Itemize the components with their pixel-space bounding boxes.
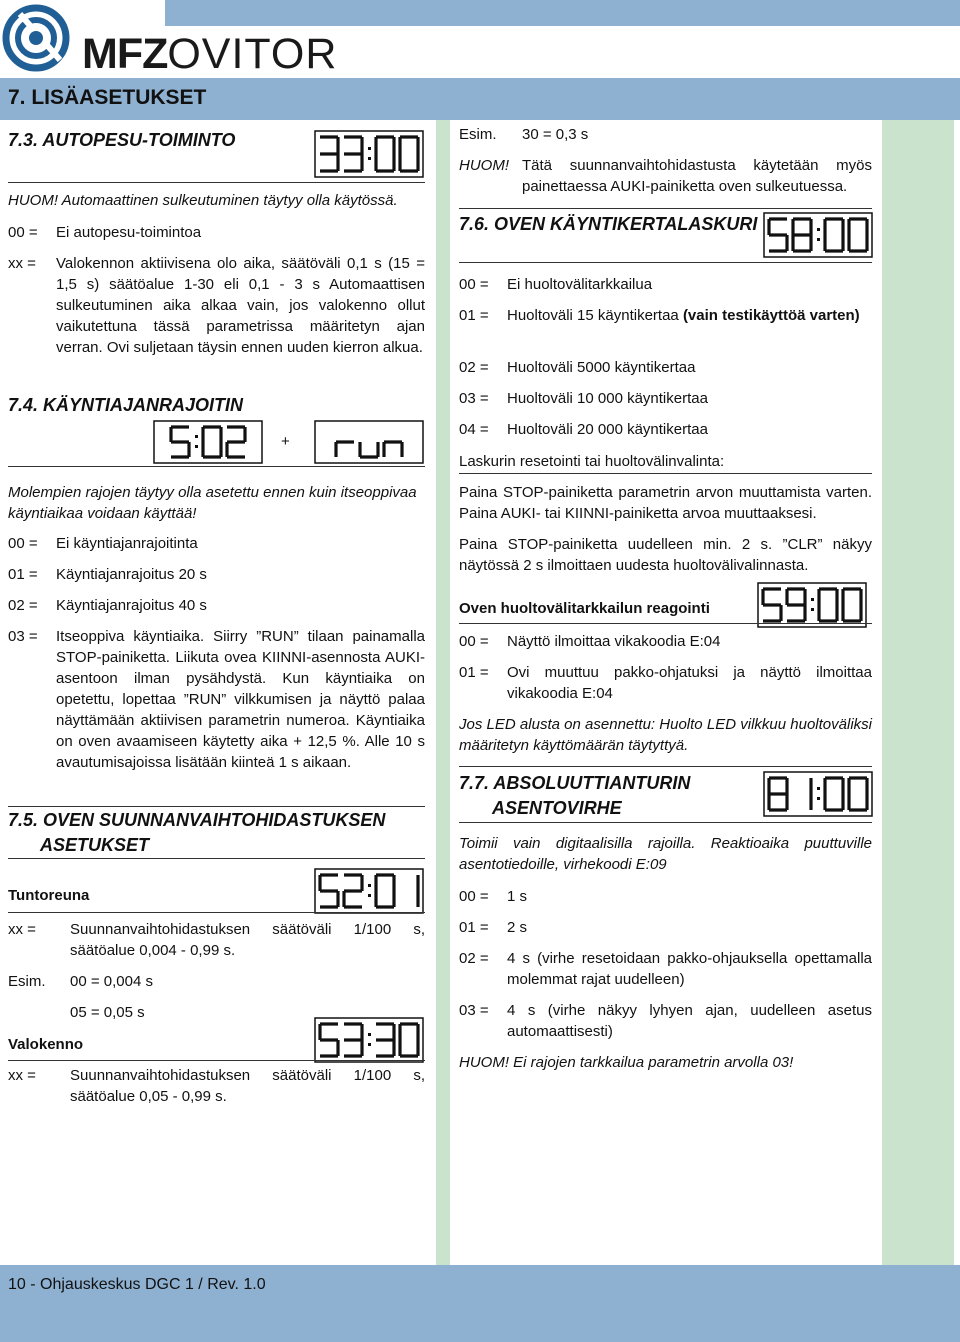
example-row: 05 = 0,05 s: [70, 1004, 145, 1021]
lcd-display-5-02: [153, 420, 263, 464]
heading-7-6: 7.6. OVEN KÄYNTIKERTALASKURI: [459, 214, 758, 234]
final-note: HUOM! Ei rajojen tarkkailua parametrin arvolla 03!: [459, 1054, 794, 1071]
heading-7-3: 7.3. AUTOPESU-TOIMINTO: [8, 130, 236, 150]
item-code: 03 =: [8, 628, 38, 645]
lcd-display-58-00: [763, 212, 873, 258]
item-text: Ovi muuttuu pakko-ohjatuksi ja näyttö ilmoittaa vikakoodia E:04: [507, 664, 872, 702]
left-column: [8, 120, 425, 1260]
divider: [8, 806, 425, 807]
section-title-band: [0, 78, 960, 120]
heading-7-4: 7.4. KÄYNTIAJANRAJOITIN: [8, 395, 244, 415]
divider: [8, 858, 425, 859]
note-7-4: Molempien rajojen täytyy olla asetettu ennen kuin itseoppivaa käyntiaikaa voidaan käyttää!: [8, 484, 417, 522]
item-text: Ei autopesu-toimintoa: [56, 224, 202, 241]
item-text: Huoltoväli 20 000 käyntikertaa: [507, 421, 708, 438]
item-text: 4 s (virhe näkyy lyhyen ajan, uudelleen asetus automaattisesti): [507, 1002, 872, 1040]
item-text: Huoltoväli 10 000 käyntikertaa: [507, 390, 708, 407]
item-code: 02 =: [459, 950, 489, 967]
subheading-tuntoreuna: Tuntoreuna: [8, 887, 90, 904]
heading-7-7-line1: 7.7. ABSOLUUTTIANTURIN: [459, 773, 691, 793]
lcd-display-run: [314, 420, 424, 464]
divider: [8, 466, 425, 467]
divider: [459, 262, 872, 263]
footer-text: 10 - Ohjauskeskus DGC 1 / Rev. 1.0: [8, 1276, 266, 1293]
heading-7-5-line2: ASETUKSET: [40, 835, 150, 855]
heading-7-5-line1: 7.5. OVEN SUUNNANVAIHTOHIDASTUKSEN: [8, 810, 386, 830]
divider: [8, 1060, 425, 1061]
item-code: 03 =: [459, 1002, 489, 1019]
divider: [459, 623, 872, 624]
section-title: 7. LISÄASETUKSET: [8, 86, 207, 109]
heading-7-7-line2: ASENTOVIRHE: [492, 798, 622, 818]
paragraph: Paina STOP-painiketta parametrin arvon muuttamista varten. Paina AUKI- tai KIINNI-painiketta arvoa muuttaaksesi.: [459, 484, 872, 522]
example-label: Esim.: [459, 126, 497, 143]
item-code: 03 =: [459, 390, 489, 407]
lcd-display-53-30: [314, 1017, 424, 1063]
lcd-display-81-00: [763, 771, 873, 817]
item-code: xx =: [8, 921, 36, 938]
item-text: Suunnanvaihtohidastuksen säätöväli 1/100 s, säätöalue 0,05 - 0,99 s.: [70, 1067, 425, 1105]
item-code: 00 =: [8, 535, 38, 552]
item-code: 02 =: [459, 359, 489, 376]
item-text: 1 s: [507, 888, 528, 905]
lcd-display-52-01: [314, 868, 424, 914]
item-code: xx =: [8, 1067, 36, 1084]
huom-text: Tätä suunnanvaihtohidastusta käytetään myös painettaessa AUKI-painiketta oven sulkeutuessa.: [522, 157, 872, 195]
item-code: 00 =: [459, 276, 489, 293]
item-code: 00 =: [459, 633, 489, 650]
logo-emblem: [0, 0, 82, 78]
example-label: Esim.: [8, 973, 46, 990]
item-text: 2 s: [507, 919, 528, 936]
footer: [0, 1265, 960, 1342]
item-text: Suunnanvaihtohidastuksen säätöväli 1/100 s, säätöalue 0,004 - 0,99 s.: [70, 921, 425, 959]
example-text: 30 = 0,3 s: [522, 126, 589, 143]
item-code: 02 =: [8, 597, 38, 614]
led-note: Jos LED alusta on asennettu: Huolto LED vilkkuu huoltoväliksi määritetyn käyttömäärän täytyttyä.: [459, 716, 872, 754]
item-code: 00 =: [8, 224, 38, 241]
subheading-reagointi: Oven huoltovälitarkkailun reagointi: [459, 600, 710, 617]
item-text: Näyttö ilmoittaa vikakoodia E:04: [507, 633, 721, 650]
divider: [459, 473, 872, 474]
divider: [8, 182, 425, 183]
item-text: Itseoppiva käyntiaika. Siirry ”RUN” tilaan painamalla STOP-painiketta. Liikuta ovea KIINNI-asennosta AUKI-asentoon ilman pysähdystä. Kun käyntiaika on opetettu, lopettaa ”RUN” vilkkumisen ja näyttö palaa näyttämään aktiivisen parametrin numeroa. Käyntiaika on oven avaamiseen käytetty aika + 12,5 %. Alle 10 s avautumisajoissa lisätään kiinteä 1 s aikaan.: [56, 628, 425, 771]
huom-label: HUOM!: [459, 157, 509, 174]
divider: [459, 208, 872, 209]
item-text: Ei käyntiajanrajoitinta: [56, 535, 198, 552]
lcd-display-59-00: [757, 582, 867, 628]
logo-wordmark: [82, 30, 337, 79]
example-text: 00 = 0,004 s: [70, 973, 153, 990]
item-text: 4 s (virhe resetoidaan pakko-ohjauksella opettamalla molemmat rajat uudelleen): [507, 950, 872, 988]
item-text-bold: (vain testikäyttöä varten): [682, 307, 860, 324]
note-7-7: Toimii vain digitaalisilla rajoilla. Reaktioaika puuttuville asentotiedoille, virhekoodi E:09: [459, 835, 872, 873]
subheading-valokenno: Valokenno: [8, 1036, 84, 1053]
lcd-display-33-00: [314, 130, 424, 178]
item-code: 01 =: [459, 919, 489, 936]
brand-light: OVITOR: [167, 30, 338, 78]
reset-heading: Laskurin resetointi tai huoltovälinvalinta:: [459, 453, 725, 470]
item-text: Huoltoväli 5000 käyntikertaa: [507, 359, 696, 376]
item-text: Käyntiajanrajoitus 20 s: [56, 566, 207, 583]
right-margin-band: [882, 120, 954, 1265]
divider: [459, 822, 872, 823]
item-text: Valokennon aktiivisena olo aika, säätöväli 0,1 s (15 = 1,5 s) säätöalue 1-30 eli 0,1 - 3 s Automaattisen sulkeutuminen aika alkaa vain, jos valokenno ollut vaikutettuna tässä parametrissa määritetyn ajan verran. Ovi suljetaan täysin ennen uuden kierron alkua.: [56, 255, 425, 356]
divider: [8, 912, 425, 913]
item-code: xx =: [8, 255, 36, 272]
item-text: Käyntiajanrajoitus 40 s: [56, 597, 207, 614]
divider: [459, 766, 872, 767]
paragraph: Paina STOP-painiketta uudelleen min. 2 s. ”CLR” näkyy näytössä 2 s ilmoittaen uudesta huoltovälivalinnasta.: [459, 536, 872, 574]
item-code: 01 =: [8, 566, 38, 583]
note-7-3: HUOM! Automaattinen sulkeutuminen täytyy olla käytössä.: [8, 192, 398, 209]
brand-bold: MFZ: [82, 30, 168, 78]
header-top-band: [165, 0, 960, 26]
right-column: [459, 120, 872, 1260]
item-code: 00 =: [459, 888, 489, 905]
item-code: 01 =: [459, 307, 489, 324]
item-code: 04 =: [459, 421, 489, 438]
column-divider: [436, 120, 450, 1265]
item-text: Huoltoväli 15 käyntikertaa: [507, 307, 679, 324]
plus-sign: +: [281, 433, 290, 450]
item-text: Ei huoltovälitarkkailua: [507, 276, 653, 293]
item-code: 01 =: [459, 664, 489, 681]
header: [0, 0, 960, 78]
